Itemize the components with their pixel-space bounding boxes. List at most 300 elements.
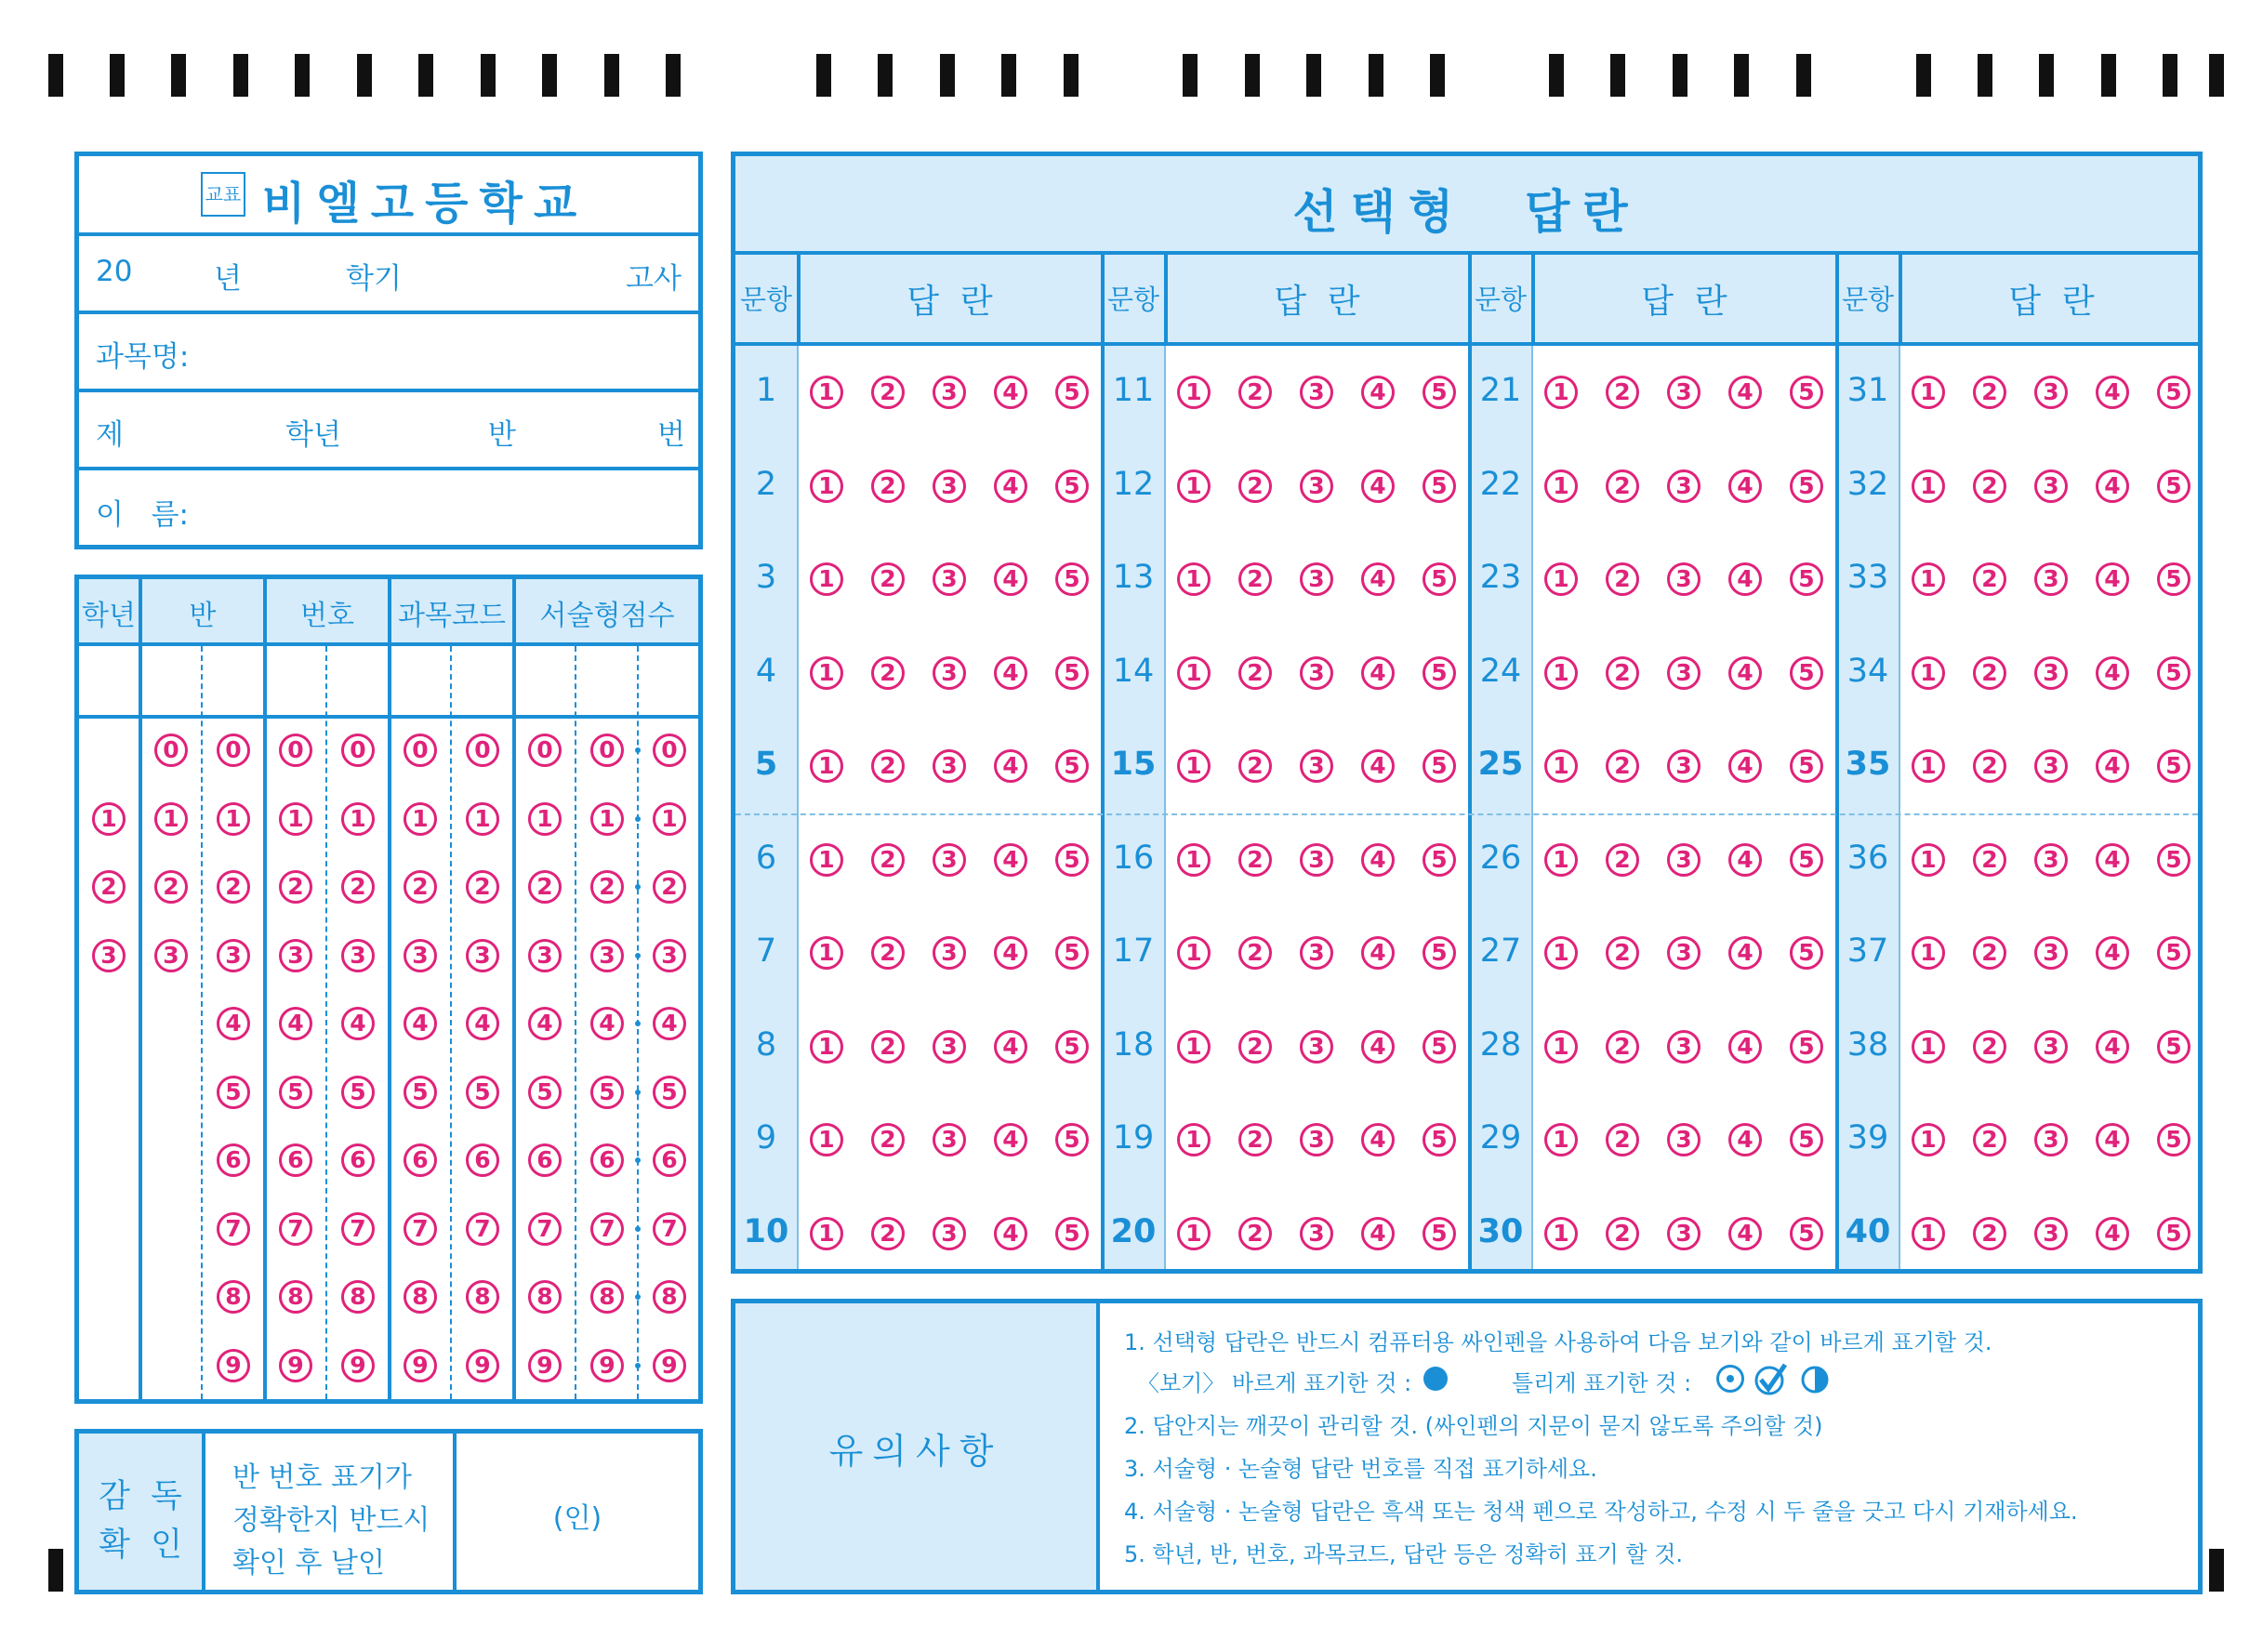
answer-bubble[interactable]: 1 xyxy=(810,1217,843,1250)
answer-bubble[interactable]: 5 xyxy=(1423,1217,1456,1250)
answer-bubble[interactable]: 2 xyxy=(871,749,905,783)
number-ones-bubble[interactable]: 3 xyxy=(341,939,375,972)
subject-code-ones-bubble[interactable]: 3 xyxy=(466,939,499,972)
answer-bubble[interactable]: 2 xyxy=(871,1123,905,1156)
answer-bubble[interactable]: 3 xyxy=(1667,1217,1701,1250)
timing-mark xyxy=(1673,54,1687,97)
answer-bubble[interactable]: 1 xyxy=(1177,562,1211,596)
class-tens-bubble[interactable]: 3 xyxy=(154,939,188,972)
answer-bubble[interactable]: 3 xyxy=(1667,936,1701,970)
answer-bubble[interactable]: 2 xyxy=(871,936,905,970)
timing-mark xyxy=(1610,54,1625,97)
answer-bubble[interactable]: 2 xyxy=(1973,469,2006,503)
class-ones-bubble[interactable]: 1 xyxy=(217,802,250,836)
answer-bubble[interactable]: 1 xyxy=(1912,1123,1945,1156)
number-tens-bubble[interactable]: 7 xyxy=(279,1212,312,1246)
essay-score-tens-bubble[interactable]: 4 xyxy=(528,1007,562,1040)
subject-code-ones-bubble[interactable]: 2 xyxy=(466,870,499,904)
class-ones-bubble[interactable]: 3 xyxy=(217,939,250,972)
answer-bubble[interactable]: 5 xyxy=(1055,1030,1089,1064)
answer-bubble[interactable]: 3 xyxy=(933,1030,966,1064)
class-ones-bubble[interactable]: 4 xyxy=(217,1007,250,1040)
answer-bubble[interactable]: 3 xyxy=(1300,843,1333,877)
question-number: 32 xyxy=(1846,465,1889,503)
answer-bubble[interactable]: 3 xyxy=(1300,749,1333,783)
subject-code-tens-bubble[interactable]: 9 xyxy=(404,1349,437,1382)
answer-bubble[interactable]: 4 xyxy=(1361,1123,1395,1156)
answer-bubble[interactable]: 2 xyxy=(1973,1123,2006,1156)
answer-bubble[interactable]: 4 xyxy=(1361,936,1395,970)
answer-bubble[interactable]: 1 xyxy=(1177,936,1211,970)
answer-bubble[interactable]: 3 xyxy=(2034,469,2068,503)
subject-code-ones-bubble[interactable]: 5 xyxy=(466,1076,499,1109)
answer-bubble[interactable]: 2 xyxy=(1238,1217,1272,1250)
answer-bubble[interactable]: 3 xyxy=(1300,562,1333,596)
answer-bubble[interactable]: 5 xyxy=(1423,749,1456,783)
essay-score-tens-bubble[interactable]: 8 xyxy=(528,1280,562,1314)
class-ones-bubble[interactable]: 8 xyxy=(217,1280,250,1314)
answer-bubble[interactable]: 3 xyxy=(933,936,966,970)
answer-bubble[interactable]: 1 xyxy=(1912,1030,1945,1064)
answer-bubble[interactable]: 2 xyxy=(871,1030,905,1064)
answer-bubble[interactable]: 2 xyxy=(1973,1030,2006,1064)
answer-bubble[interactable]: 1 xyxy=(1177,1123,1211,1156)
answer-bubble[interactable]: 2 xyxy=(1606,1030,1639,1064)
answer-bubble[interactable]: 3 xyxy=(933,749,966,783)
answer-bubble[interactable]: 2 xyxy=(1606,843,1639,877)
answer-bubble[interactable]: 2 xyxy=(1238,1030,1272,1064)
class-ones-bubble[interactable]: 5 xyxy=(217,1076,250,1109)
answer-bubble[interactable]: 4 xyxy=(2096,936,2129,970)
answer-bubble[interactable]: 2 xyxy=(1238,936,1272,970)
essay-score-decimal-bubble[interactable]: 4 xyxy=(653,1007,686,1040)
answer-bubble[interactable]: 5 xyxy=(2157,749,2190,783)
answer-bubble[interactable]: 3 xyxy=(2034,656,2068,690)
answer-bubble[interactable]: 5 xyxy=(1790,562,1823,596)
number-ones-bubble[interactable]: 6 xyxy=(341,1143,375,1177)
answer-bubble[interactable]: 2 xyxy=(1238,469,1272,503)
supervisor-text-3: 확인 후 날인 xyxy=(232,1547,385,1579)
answer-bubble[interactable]: 3 xyxy=(1667,1123,1701,1156)
answer-bubble[interactable]: 2 xyxy=(871,843,905,877)
answer-bubble[interactable]: 5 xyxy=(1423,1030,1456,1064)
answer-bubble[interactable]: 4 xyxy=(994,1123,1027,1156)
answer-bubble[interactable]: 5 xyxy=(2157,1217,2190,1250)
answer-bubble[interactable]: 4 xyxy=(1361,843,1395,877)
answer-bubble[interactable]: 2 xyxy=(1238,376,1272,409)
answer-bubble[interactable]: 3 xyxy=(1667,376,1701,409)
number-tens-bubble[interactable]: 0 xyxy=(279,733,312,767)
answer-bubble[interactable]: 4 xyxy=(1728,1123,1762,1156)
answer-bubble[interactable]: 4 xyxy=(2096,749,2129,783)
subject-code-tens-bubble[interactable]: 0 xyxy=(404,733,437,767)
essay-score-decimal-bubble[interactable]: 1 xyxy=(653,802,686,836)
answer-bubble[interactable]: 3 xyxy=(1667,469,1701,503)
answer-bubble[interactable]: 1 xyxy=(1544,1123,1578,1156)
subject-code-ones-bubble[interactable]: 6 xyxy=(466,1143,499,1177)
answer-bubble[interactable]: 1 xyxy=(810,1123,843,1156)
answer-bubble[interactable]: 3 xyxy=(1300,1217,1333,1250)
answer-bubble[interactable]: 3 xyxy=(933,843,966,877)
essay-score-ones-bubble[interactable]: 8 xyxy=(590,1280,624,1314)
answer-bubble[interactable]: 3 xyxy=(2034,376,2068,409)
class-ones-bubble[interactable]: 7 xyxy=(217,1212,250,1246)
answer-bubble[interactable]: 4 xyxy=(1361,656,1395,690)
answer-bubble[interactable]: 5 xyxy=(2157,843,2190,877)
essay-score-tens-bubble[interactable]: 2 xyxy=(528,870,562,904)
essay-score-decimal-bubble[interactable]: 8 xyxy=(653,1280,686,1314)
class-tens-bubble[interactable]: 2 xyxy=(154,870,188,904)
subject-code-ones-bubble[interactable]: 4 xyxy=(466,1007,499,1040)
answer-bubble[interactable]: 2 xyxy=(1238,656,1272,690)
class-ones-bubble[interactable]: 6 xyxy=(217,1143,250,1177)
essay-score-ones-bubble[interactable]: 3 xyxy=(590,939,624,972)
answer-bubble[interactable]: 5 xyxy=(1423,376,1456,409)
answer-bubble[interactable]: 3 xyxy=(2034,562,2068,596)
essay-score-ones-bubble[interactable]: 6 xyxy=(590,1143,624,1177)
answer-bubble[interactable]: 1 xyxy=(1544,656,1578,690)
answer-bubble[interactable]: 4 xyxy=(1728,1030,1762,1064)
answer-bubble[interactable]: 5 xyxy=(2157,1123,2190,1156)
number-ones-bubble[interactable]: 8 xyxy=(341,1280,375,1314)
number-ones-bubble[interactable]: 1 xyxy=(341,802,375,836)
answer-bubble[interactable]: 3 xyxy=(1300,1123,1333,1156)
answer-bubble[interactable]: 3 xyxy=(1667,656,1701,690)
decimal-point xyxy=(635,1021,641,1026)
answer-bubble[interactable]: 5 xyxy=(1790,749,1823,783)
answer-bubble[interactable]: 5 xyxy=(1055,843,1089,877)
answer-bubble[interactable]: 2 xyxy=(1238,749,1272,783)
notice-line-1: 1. 선택형 답란은 반드시 컴퓨터용 싸인펜을 사용하여 다음 보기와 같이 바르게 표기할 것. xyxy=(1124,1329,1992,1355)
number-ones-bubble[interactable]: 7 xyxy=(341,1212,375,1246)
answer-bubble[interactable]: 3 xyxy=(2034,1123,2068,1156)
answer-bubble[interactable]: 4 xyxy=(1361,469,1395,503)
answer-bubble[interactable]: 5 xyxy=(1790,656,1823,690)
answer-bubble[interactable]: 5 xyxy=(1423,469,1456,503)
subject-code-tens-bubble[interactable]: 5 xyxy=(404,1076,437,1109)
answer-bubble[interactable]: 3 xyxy=(1667,749,1701,783)
answer-bubble[interactable]: 2 xyxy=(1606,656,1639,690)
answer-bubble[interactable]: 5 xyxy=(1423,843,1456,877)
subject-code-ones-bubble[interactable]: 0 xyxy=(466,733,499,767)
answer-bubble[interactable]: 3 xyxy=(2034,936,2068,970)
answer-bubble[interactable]: 1 xyxy=(1177,656,1211,690)
answer-bubble[interactable]: 1 xyxy=(1912,376,1945,409)
answer-bubble[interactable]: 3 xyxy=(933,376,966,409)
essay-score-ones-bubble[interactable]: 0 xyxy=(590,733,624,767)
answer-bubble[interactable]: 4 xyxy=(994,936,1027,970)
class-ones-bubble[interactable]: 2 xyxy=(217,870,250,904)
number-ones-bubble[interactable]: 9 xyxy=(341,1349,375,1382)
answer-bubble[interactable]: 2 xyxy=(1238,562,1272,596)
grade-bubble[interactable]: 2 xyxy=(92,870,126,904)
answer-bubble[interactable]: 1 xyxy=(810,469,843,503)
answer-bubble[interactable]: 1 xyxy=(1544,1217,1578,1250)
answer-bubble[interactable]: 2 xyxy=(1606,376,1639,409)
essay-score-ones-bubble[interactable]: 9 xyxy=(590,1349,624,1382)
answer-bubble[interactable]: 5 xyxy=(1055,656,1089,690)
answer-bubble[interactable]: 4 xyxy=(2096,1030,2129,1064)
answer-bubble[interactable]: 1 xyxy=(1544,469,1578,503)
answer-bubble[interactable]: 3 xyxy=(1667,843,1701,877)
answer-bubble[interactable]: 5 xyxy=(1790,469,1823,503)
answer-bubble[interactable]: 4 xyxy=(1728,376,1762,409)
answer-bubble[interactable]: 2 xyxy=(1973,376,2006,409)
answer-bubble[interactable]: 5 xyxy=(2157,1030,2190,1064)
answer-bubble[interactable]: 1 xyxy=(1177,749,1211,783)
subject-code-ones-bubble[interactable]: 8 xyxy=(466,1280,499,1314)
answer-bubble[interactable]: 4 xyxy=(1361,1030,1395,1064)
answer-bubble[interactable]: 3 xyxy=(933,469,966,503)
class-tens-bubble[interactable]: 0 xyxy=(154,733,188,767)
subject-code-ones-bubble[interactable]: 9 xyxy=(466,1349,499,1382)
class-ones-bubble[interactable]: 9 xyxy=(217,1349,250,1382)
essay-score-tens-bubble[interactable]: 5 xyxy=(528,1076,562,1109)
answer-bubble[interactable]: 2 xyxy=(871,469,905,503)
answer-bubble[interactable]: 2 xyxy=(1606,749,1639,783)
answer-bubble[interactable]: 1 xyxy=(810,656,843,690)
answer-bubble[interactable]: 4 xyxy=(994,376,1027,409)
answer-bubble[interactable]: 4 xyxy=(2096,562,2129,596)
class-ones-bubble[interactable]: 0 xyxy=(217,733,250,767)
answer-bubble[interactable]: 2 xyxy=(871,1217,905,1250)
answer-bubble[interactable]: 5 xyxy=(1055,749,1089,783)
answer-bubble[interactable]: 3 xyxy=(933,656,966,690)
check-circle-icon xyxy=(1753,1361,1789,1396)
answer-bubble[interactable]: 5 xyxy=(1055,1217,1089,1250)
essay-score-ones-bubble[interactable]: 5 xyxy=(590,1076,624,1109)
answer-bubble[interactable]: 1 xyxy=(1177,1030,1211,1064)
decimal-point xyxy=(635,1226,641,1232)
answer-bubble[interactable]: 4 xyxy=(994,656,1027,690)
answer-bubble[interactable]: 2 xyxy=(871,376,905,409)
answer-bubble[interactable]: 2 xyxy=(1606,562,1639,596)
essay-score-tens-bubble[interactable]: 6 xyxy=(528,1143,562,1177)
answer-bubble[interactable]: 3 xyxy=(2034,1030,2068,1064)
answer-bubble[interactable]: 1 xyxy=(1912,1217,1945,1250)
year-label: 20 xyxy=(96,255,133,288)
grade-bubble[interactable]: 3 xyxy=(92,939,126,972)
number-ones-bubble[interactable]: 0 xyxy=(341,733,375,767)
answer-bubble[interactable]: 5 xyxy=(2157,936,2190,970)
answer-bubble[interactable]: 2 xyxy=(1973,562,2006,596)
number-tens-bubble[interactable]: 8 xyxy=(279,1280,312,1314)
answer-bubble[interactable]: 4 xyxy=(1361,1217,1395,1250)
answer-bubble[interactable]: 5 xyxy=(1790,376,1823,409)
answer-bubble[interactable]: 2 xyxy=(1606,936,1639,970)
essay-score-ones-bubble[interactable]: 2 xyxy=(590,870,624,904)
answer-bubble[interactable]: 5 xyxy=(1423,656,1456,690)
answer-bubble[interactable]: 1 xyxy=(1912,656,1945,690)
answer-bubble[interactable]: 4 xyxy=(2096,469,2129,503)
answer-bubble[interactable]: 4 xyxy=(1728,749,1762,783)
answer-bubble[interactable]: 4 xyxy=(994,469,1027,503)
answer-bubble[interactable]: 1 xyxy=(1912,562,1945,596)
subject-code-tens-bubble[interactable]: 4 xyxy=(404,1007,437,1040)
answer-bubble[interactable]: 4 xyxy=(994,1217,1027,1250)
subject-code-tens-bubble[interactable]: 7 xyxy=(404,1212,437,1246)
answer-bubble[interactable]: 5 xyxy=(1790,1123,1823,1156)
answer-bubble[interactable]: 1 xyxy=(810,936,843,970)
answer-bubble[interactable]: 1 xyxy=(1544,749,1578,783)
answer-bubble[interactable]: 2 xyxy=(1973,656,2006,690)
answer-bubble[interactable]: 1 xyxy=(1544,562,1578,596)
answer-bubble[interactable]: 2 xyxy=(1973,843,2006,877)
answer-bubble[interactable]: 1 xyxy=(810,1030,843,1064)
answer-bubble[interactable]: 3 xyxy=(1300,469,1333,503)
answer-bubble[interactable]: 1 xyxy=(810,749,843,783)
answer-bubble[interactable]: 1 xyxy=(810,843,843,877)
answer-bubble[interactable]: 1 xyxy=(1544,843,1578,877)
answer-bubble[interactable]: 5 xyxy=(1055,936,1089,970)
essay-score-decimal-bubble[interactable]: 6 xyxy=(653,1143,686,1177)
answer-bubble[interactable]: 2 xyxy=(871,656,905,690)
answer-bubble[interactable]: 1 xyxy=(810,562,843,596)
subject-code-ones-bubble[interactable]: 7 xyxy=(466,1212,499,1246)
grade-bubble[interactable]: 1 xyxy=(92,802,126,836)
answer-bubble[interactable]: 4 xyxy=(994,749,1027,783)
answer-bubble[interactable]: 3 xyxy=(1300,656,1333,690)
answer-bubble[interactable]: 1 xyxy=(810,376,843,409)
timing-mark xyxy=(1916,54,1931,97)
answer-bubble[interactable]: 5 xyxy=(1055,1123,1089,1156)
answer-bubble[interactable]: 2 xyxy=(1606,469,1639,503)
subject-code-tens-bubble[interactable]: 1 xyxy=(404,802,437,836)
answer-bubble[interactable]: 1 xyxy=(1177,843,1211,877)
answer-bubble[interactable]: 3 xyxy=(2034,843,2068,877)
answer-bubble[interactable]: 4 xyxy=(2096,843,2129,877)
answer-bubble[interactable]: 2 xyxy=(1973,936,2006,970)
answer-bubble[interactable]: 3 xyxy=(2034,749,2068,783)
grade-prefix: 제 xyxy=(96,418,124,452)
number-tens-bubble[interactable]: 9 xyxy=(279,1349,312,1382)
number-tens-bubble[interactable]: 5 xyxy=(279,1076,312,1109)
answer-bubble[interactable]: 4 xyxy=(994,843,1027,877)
answer-bubble[interactable]: 1 xyxy=(1544,376,1578,409)
number-tens-bubble[interactable]: 4 xyxy=(279,1007,312,1040)
essay-score-tens-bubble[interactable]: 0 xyxy=(528,733,562,767)
answer-bubble[interactable]: 3 xyxy=(933,1123,966,1156)
answer-bubble[interactable]: 4 xyxy=(1728,1217,1762,1250)
number-ones-bubble[interactable]: 4 xyxy=(341,1007,375,1040)
essay-score-decimal-bubble[interactable]: 2 xyxy=(653,870,686,904)
essay-score-ones-bubble[interactable]: 1 xyxy=(590,802,624,836)
answer-bubble[interactable]: 4 xyxy=(994,1030,1027,1064)
subject-code-tens-bubble[interactable]: 2 xyxy=(404,870,437,904)
answer-bubble[interactable]: 1 xyxy=(1912,749,1945,783)
answer-bubble[interactable]: 5 xyxy=(1423,936,1456,970)
essay-score-tens-bubble[interactable]: 3 xyxy=(528,939,562,972)
answer-bubble[interactable]: 1 xyxy=(1912,843,1945,877)
essay-score-decimal-bubble[interactable]: 7 xyxy=(653,1212,686,1246)
essay-score-tens-bubble[interactable]: 1 xyxy=(528,802,562,836)
answer-bubble[interactable]: 4 xyxy=(1728,656,1762,690)
answer-bubble[interactable]: 1 xyxy=(1912,469,1945,503)
essay-score-tens-bubble[interactable]: 9 xyxy=(528,1349,562,1382)
essay-score-decimal-bubble[interactable]: 9 xyxy=(653,1349,686,1382)
answer-bubble[interactable]: 3 xyxy=(933,1217,966,1250)
answer-bubble[interactable]: 2 xyxy=(1606,1217,1639,1250)
answer-bubble[interactable]: 4 xyxy=(994,562,1027,596)
essay-score-decimal-bubble[interactable]: 0 xyxy=(653,733,686,767)
answer-bubble[interactable]: 2 xyxy=(1606,1123,1639,1156)
question-number: 7 xyxy=(755,932,777,971)
answer-bubble[interactable]: 3 xyxy=(1667,1030,1701,1064)
number-tens-bubble[interactable]: 6 xyxy=(279,1143,312,1177)
essay-score-decimal-bubble[interactable]: 5 xyxy=(653,1076,686,1109)
essay-score-ones-bubble[interactable]: 4 xyxy=(590,1007,624,1040)
answer-bubble[interactable]: 5 xyxy=(1055,376,1089,409)
class-tens-bubble[interactable]: 1 xyxy=(154,802,188,836)
answer-bubble[interactable]: 4 xyxy=(1728,562,1762,596)
answer-bubble[interactable]: 1 xyxy=(1177,376,1211,409)
answer-bubble[interactable]: 4 xyxy=(1728,843,1762,877)
answer-bubble[interactable]: 3 xyxy=(2034,1217,2068,1250)
answer-bubble[interactable]: 3 xyxy=(1300,1030,1333,1064)
answer-bubble[interactable]: 4 xyxy=(1361,376,1395,409)
answer-bubble[interactable]: 1 xyxy=(1177,469,1211,503)
answer-bubble[interactable]: 3 xyxy=(1300,376,1333,409)
answer-bubble[interactable]: 4 xyxy=(1361,562,1395,596)
answer-bubble[interactable]: 4 xyxy=(1728,936,1762,970)
answer-bubble[interactable]: 4 xyxy=(2096,376,2129,409)
answer-bubble[interactable]: 2 xyxy=(1973,749,2006,783)
essay-score-decimal-bubble[interactable]: 3 xyxy=(653,939,686,972)
answer-bubble[interactable]: 1 xyxy=(1544,936,1578,970)
answer-bubble[interactable]: 3 xyxy=(1667,562,1701,596)
answer-bubble[interactable]: 1 xyxy=(1177,1217,1211,1250)
answer-bubble[interactable]: 4 xyxy=(2096,1123,2129,1156)
answer-bubble[interactable]: 5 xyxy=(1790,843,1823,877)
subject-code-tens-bubble[interactable]: 3 xyxy=(404,939,437,972)
answer-bubble[interactable]: 5 xyxy=(2157,656,2190,690)
answer-bubble[interactable]: 4 xyxy=(2096,656,2129,690)
answer-bubble[interactable]: 3 xyxy=(933,562,966,596)
answer-bubble[interactable]: 4 xyxy=(1728,469,1762,503)
subject-code-tens-bubble[interactable]: 8 xyxy=(404,1280,437,1314)
half-circle-icon xyxy=(1800,1365,1830,1394)
answer-bubble[interactable]: 5 xyxy=(2157,469,2190,503)
answer-bubble[interactable]: 2 xyxy=(1238,843,1272,877)
answer-bubble[interactable]: 2 xyxy=(1238,1123,1272,1156)
essay-score-tens-bubble[interactable]: 7 xyxy=(528,1212,562,1246)
answer-bubble[interactable]: 5 xyxy=(2157,376,2190,409)
answer-bubble[interactable]: 3 xyxy=(1300,936,1333,970)
answer-bubble[interactable]: 5 xyxy=(1423,1123,1456,1156)
subject-code-tens-bubble[interactable]: 6 xyxy=(404,1143,437,1177)
answer-bubble[interactable]: 5 xyxy=(2157,562,2190,596)
answer-bubble[interactable]: 1 xyxy=(1544,1030,1578,1064)
answer-bubble[interactable]: 5 xyxy=(1055,469,1089,503)
number-ones-bubble[interactable]: 5 xyxy=(341,1076,375,1109)
number-tens-bubble[interactable]: 2 xyxy=(279,870,312,904)
answer-bubble[interactable]: 4 xyxy=(1361,749,1395,783)
number-tens-bubble[interactable]: 3 xyxy=(279,939,312,972)
answer-bubble[interactable]: 1 xyxy=(1912,936,1945,970)
answer-bubble[interactable]: 5 xyxy=(1423,562,1456,596)
answer-bubble[interactable]: 2 xyxy=(1973,1217,2006,1250)
answer-bubble[interactable]: 4 xyxy=(2096,1217,2129,1250)
answer-bubble[interactable]: 5 xyxy=(1055,562,1089,596)
answer-bubble[interactable]: 5 xyxy=(1790,1217,1823,1250)
answer-bubble[interactable]: 5 xyxy=(1790,936,1823,970)
answer-bubble[interactable]: 2 xyxy=(871,562,905,596)
number-tens-bubble[interactable]: 1 xyxy=(279,802,312,836)
essay-score-ones-bubble[interactable]: 7 xyxy=(590,1212,624,1246)
number-ones-bubble[interactable]: 2 xyxy=(341,870,375,904)
subject-code-ones-bubble[interactable]: 1 xyxy=(466,802,499,836)
answer-bubble[interactable]: 5 xyxy=(1790,1030,1823,1064)
